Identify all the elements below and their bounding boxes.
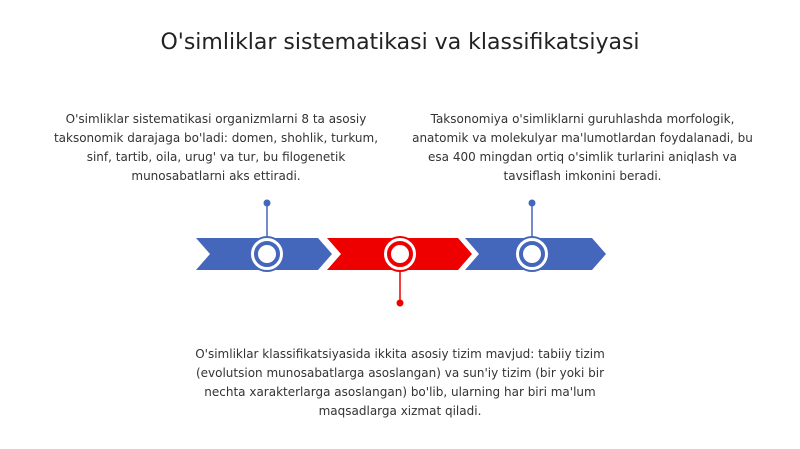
milestone-2-inner xyxy=(389,243,411,265)
milestone-1-text: O'simliklar sistematikasi organizmlarni 8 ta asosiy taksonomik darajaga bo'ladi: domen, shohlik, turkum, sinf, tartib, oila, urug' va tur, bu filogenetik munosabatlarni aks ettiradi. xyxy=(53,112,379,183)
milestone-3-inner xyxy=(521,243,543,265)
slide-title: O'simliklar sistematikasi va klassifikatsiyasi xyxy=(160,30,640,55)
milestone-2-text: O'simliklar klassifikatsiyasida ikkita asosiy tizim mavjud: tabiiy tizim (evolutsion munosabatlarga asoslangan) va sun'iy tizim (bir yoki bir nechta xarakterlarga asoslangan) bo'lib, ularning har biri ma'lum maqsadlarga xizmat qiladi. xyxy=(195,347,605,418)
milestone-3-text: Taksonomiya o'simliklarni guruhlashda morfologik, anatomik va molekulyar ma'lumotlardan foydalanadi, bu esa 400 mingdan ortiq o'simlik turlarini aniqlash va tavsiflash imkonini beradi. xyxy=(412,112,753,183)
milestone-1-inner xyxy=(256,243,278,265)
connector-1-dot xyxy=(264,200,271,207)
connector-2-dot xyxy=(397,300,404,307)
connector-3-dot xyxy=(529,200,536,207)
